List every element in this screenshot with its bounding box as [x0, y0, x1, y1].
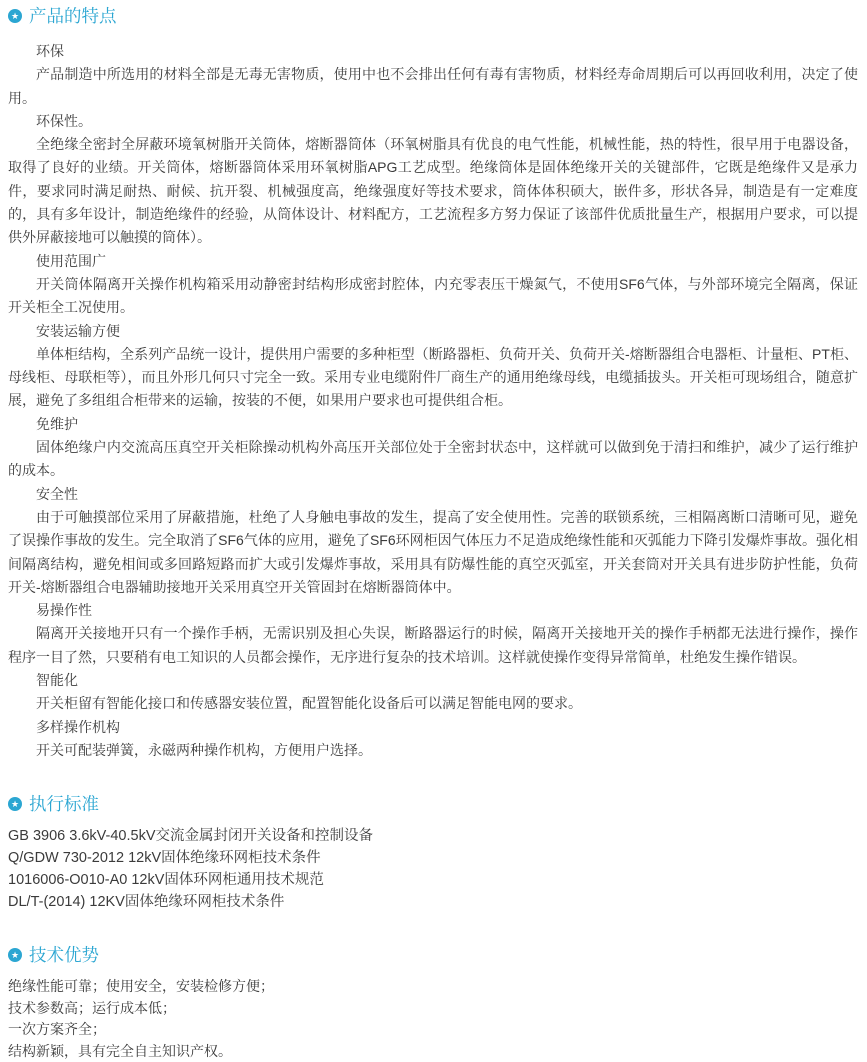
standards-list [8, 825, 858, 913]
feature-body: 单体柜结构，全系列产品统一设计，提供用户需要的多种柜型（断路器柜、负荷开关、负荷开关-熔断器组合电器柜、计量柜、PT柜、母线柜、母联柜等），而且外形几何只寸完全一致。采用专业电缆附件厂商生产的通用绝缘母线，电缆插拔头。开关柜可现场组合，随意扩展，避免了多组组合柜带来的运输，按装的不便，如果用户要求也可提供组合柜。 [8, 345, 858, 409]
section-tech-advantages [8, 944, 858, 1062]
feature-title: 环保性。 [36, 112, 92, 129]
feature-title: 安装运输方便 [36, 322, 120, 339]
feature-item [8, 40, 858, 110]
advantage-line: 结构新颖，具有完全自主知识产权。 [8, 1042, 232, 1059]
feature-item [8, 320, 858, 413]
feature-title: 安全性 [36, 485, 78, 502]
standard-line: Q/GDW 730-2012 12kV固体绝缘环网柜技术条件 [8, 850, 321, 867]
feature-item [8, 483, 858, 599]
feature-title: 多样操作机构 [36, 718, 120, 735]
feature-list [8, 40, 858, 762]
section-heading-text: 产品的特点 [29, 6, 117, 26]
advantages-list [8, 976, 858, 1062]
section-product-features [8, 5, 858, 762]
section-standards [8, 793, 858, 913]
feature-title: 使用范围广 [36, 252, 106, 269]
advantage-line: 绝缘性能可靠；使用安全，安装检修方便； [8, 978, 274, 995]
standard-line: GB 3906 3.6kV-40.5kV交流金属封闭开关设备和控制设备 [8, 828, 374, 845]
standard-line: DL/T-(2014) 12KV固体绝缘环网柜技术条件 [8, 894, 285, 911]
feature-item [8, 250, 858, 320]
feature-body: 由于可触摸部位采用了屏蔽措施，杜绝了人身触电事故的发生，提高了安全使用性。完善的联锁系统，三相隔离断口清晰可见，避免了误操作事故的发生。完全取消了SF6气体的应用，避免了SF6环网柜因气体压力不足造成绝缘性能和灭弧能力下降引发爆炸事故。强化相间隔离结构，避免相间或多回路短路而扩大或引发爆炸事故，采用具有防爆性能的真空灭弧室，开关套筒对开关具有进步防护性能，负荷开关-熔断器组合电器辅助接地开关采用真空开关管固封在熔断器筒体中。 [8, 508, 858, 595]
standard-line: 1016006-O010-A0 12kV固体环网柜通用技术规范 [8, 872, 324, 889]
section-heading-tech-advantages [8, 944, 858, 966]
feature-body: 开关可配装弹簧，永磁两种操作机构，方便用户选择。 [36, 741, 372, 758]
feature-body: 产品制造中所选用的材料全部是无毒无害物质，使用中也不会排出任何有毒有害物质，材料经寿命周期后可以再回收利用，决定了使用。 [8, 66, 858, 106]
feature-title: 智能化 [36, 672, 78, 689]
feature-item [8, 669, 858, 716]
feature-item [8, 716, 858, 763]
feature-item [8, 110, 858, 250]
star-circle-icon: ★ [8, 9, 22, 23]
feature-body: 全绝缘全密封全屏蔽环境氧树脂开关筒体，熔断器筒体（环氧树脂具有优良的电气性能，机械性能，热的特性，很早用于电器设备，取得了良好的业绩。开关筒体，熔断器筒体采用环氧树脂APG工艺成型。绝缘筒体是固体绝缘开关的关键部件，它既是绝缘件又是承力件，要求同时满足耐热、耐候、抗开裂、机械强度高，绝缘强度好等技术要求，筒体体积硕大，嵌件多，形状各异，制造是有一定难度的，具有多年设计，制造绝缘件的经验，从筒体设计、材料配方，工艺流程多方努力保证了该部件优质批量生产，根据用户要求，可以提供外屏蔽接地可以触摸的筒体）。 [8, 136, 858, 246]
section-heading-text: 执行标准 [29, 794, 99, 815]
star-circle-icon: ★ [8, 797, 22, 811]
feature-title: 免维护 [36, 415, 78, 432]
advantage-line: 一次方案齐全； [8, 1021, 106, 1038]
section-heading-product-features [8, 5, 858, 27]
section-heading-text: 技术优势 [29, 945, 99, 966]
advantage-line: 技术参数高；运行成本低； [8, 999, 176, 1016]
star-circle-icon: ★ [8, 948, 22, 962]
feature-title: 易操作性 [36, 602, 92, 619]
feature-title: 环保 [36, 43, 64, 59]
feature-body: 开关柜留有智能化接口和传感器安装位置，配置智能化设备后可以满足智能电网的要求。 [36, 695, 582, 712]
feature-body: 固体绝缘户内交流高压真空开关柜除操动机构外高压开关部位处于全密封状态中，这样就可以做到免于清扫和维护，减少了运行维护的成本。 [8, 439, 858, 479]
feature-item [8, 413, 858, 483]
section-heading-standards [8, 793, 858, 815]
feature-body: 开关筒体隔离开关操作机构箱采用动静密封结构形成密封腔体，内充零表压干燥氮气，不使用SF6气体，与外部环境完全隔离，保证开关柜全工况使用。 [8, 275, 858, 316]
feature-body: 隔离开关接地开只有一个操作手柄，无需识别及担心失误，断路器运行的时候，隔离开关接地开关的操作手柄都无法进行操作，操作程序一目了然，只要稍有电工知识的人员都会操作，无序进行复杂的技术培训。这样就使操作变得异常简单，杜绝发生操作错误。 [8, 625, 858, 665]
feature-item [8, 599, 858, 669]
